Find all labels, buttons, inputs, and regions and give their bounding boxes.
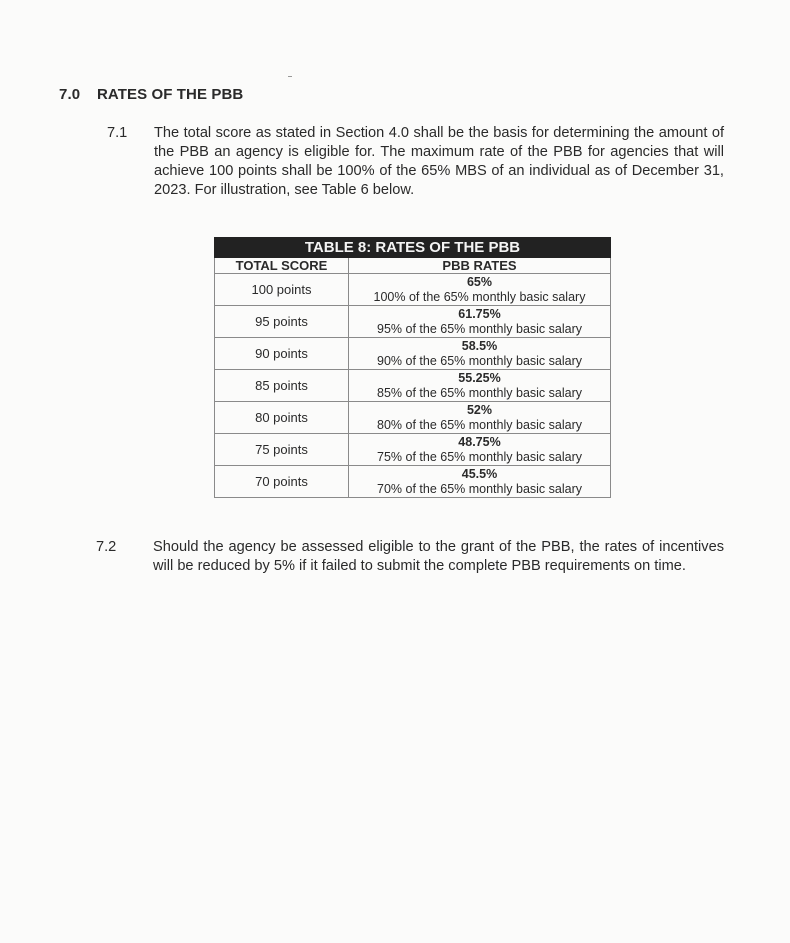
table-body (215, 274, 611, 498)
paragraph-number: 7.1 (107, 125, 128, 141)
paragraph-text: The total score as stated in Section 4.0 shall be the basis for determining the amount of the PBB an agency is eligible for. The maximum rate of the PBB for agencies that will achieve 100 points shall be 100% of the 65% MBS of an individual as of December 31, 2023. For illustration, see Table 6 below. (154, 125, 724, 198)
table-row (215, 274, 611, 306)
table-title: TABLE 8: RATES OF THE PBB (215, 238, 611, 258)
rate-percent: 55.25% (458, 370, 501, 385)
rate-cell (349, 402, 611, 434)
rate-cell (349, 370, 611, 402)
table-row (215, 338, 611, 370)
rate-cell (349, 306, 611, 338)
table-row (215, 434, 611, 466)
section-number: 7.0 (59, 86, 81, 103)
rate-percent: 52% (466, 402, 493, 417)
score-cell: 85 points (215, 370, 349, 402)
table-header-row (215, 258, 611, 274)
rate-percent: 61.75% (458, 306, 501, 321)
table-row (215, 370, 611, 402)
score-cell: 100 points (215, 274, 349, 306)
rate-cell (349, 274, 611, 306)
score-cell: 95 points (215, 306, 349, 338)
rate-percent: 45.5% (461, 466, 498, 481)
scan-speck (288, 76, 292, 77)
rate-description: 80% of the 65% monthly basic salary (377, 417, 582, 432)
table-row (215, 402, 611, 434)
score-cell: 70 points (215, 466, 349, 498)
rate-cell (349, 466, 611, 498)
rate-cell (349, 338, 611, 370)
rate-percent: 58.5% (461, 338, 498, 353)
score-cell: 90 points (215, 338, 349, 370)
paragraph-number: 7.2 (96, 539, 117, 555)
header-pbb-rates: PBB RATES (349, 258, 611, 274)
rate-description: 100% of the 65% monthly basic salary (373, 289, 586, 304)
table-row (215, 466, 611, 498)
table-title-row (215, 238, 611, 258)
rate-percent: 65% (466, 274, 493, 289)
score-cell: 80 points (215, 402, 349, 434)
score-cell: 75 points (215, 434, 349, 466)
rate-cell (349, 434, 611, 466)
rates-table (214, 237, 611, 498)
rate-description: 90% of the 65% monthly basic salary (377, 353, 582, 368)
section-heading (59, 86, 243, 103)
rate-percent: 48.75% (458, 434, 501, 449)
paragraph-text: Should the agency be assessed eligible to the grant of the PBB, the rates of incentives will be reduced by 5% if it failed to submit the complete PBB requirements on time. (153, 539, 724, 574)
rate-description: 95% of the 65% monthly basic salary (377, 321, 582, 336)
rate-description: 85% of the 65% monthly basic salary (377, 385, 582, 400)
rate-description: 75% of the 65% monthly basic salary (377, 449, 582, 464)
header-total-score: TOTAL SCORE (215, 258, 349, 274)
section-title: RATES OF THE PBB (97, 86, 244, 103)
table-row (215, 306, 611, 338)
rate-description: 70% of the 65% monthly basic salary (377, 481, 582, 496)
